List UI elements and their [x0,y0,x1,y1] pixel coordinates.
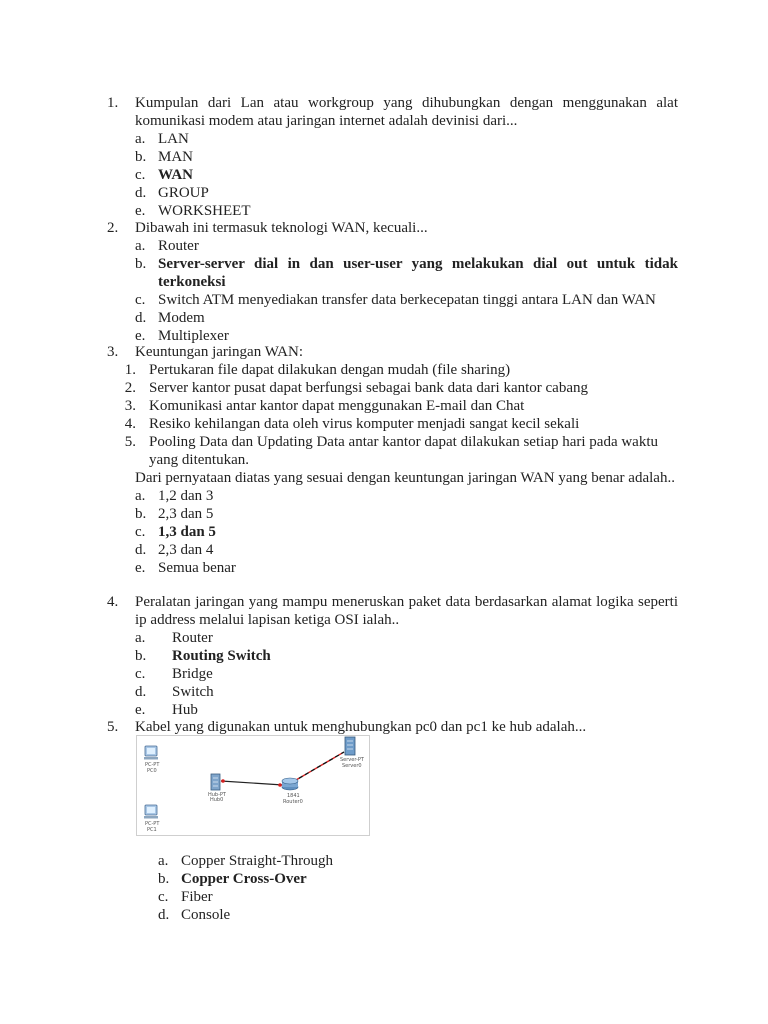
option-letter: b. [135,256,147,272]
option-letter: a. [135,630,146,646]
option-b-answer [135,255,678,291]
link-port-light [278,783,282,787]
option-text: Router [158,238,199,254]
option-c-answer [135,523,678,541]
option-letter: c. [158,889,169,905]
pc0-type-label: PC-PT [145,762,160,768]
option-letter: a. [158,853,169,869]
pc1-type-label: PC-PT [145,821,160,827]
option-a [135,487,678,505]
option-letter: d. [135,542,147,558]
question-3 [107,343,678,577]
option-e [135,701,678,719]
option-letter: a. [135,238,146,254]
network-topology-diagram [136,735,370,836]
option-a [135,130,678,148]
option-letter: a. [135,488,146,504]
option-b [135,148,678,166]
option-letter: c. [135,524,146,540]
option-text: Routing Switch [172,648,271,664]
statement-number: 4. [124,416,136,432]
link-port-light [221,779,225,783]
option-letter: e. [135,702,146,718]
option-c [135,665,678,683]
option-text: Server-server dial in dan user-user yang melakukan dial out untuk tidak terkoneksi [158,256,678,290]
option-letter: a. [135,131,146,147]
option-c-answer [135,166,678,184]
option-d [135,184,678,202]
option-text: 1,2 dan 3 [158,488,214,504]
statement-5 [122,433,678,469]
statement-3 [122,397,678,415]
option-letter: d. [135,684,147,700]
option-letter: b. [135,648,147,664]
statement-text: Pooling Data dan Updating Data antar kantor dapat dilakukan setiap hari pada waktu yang ditentukan. [149,434,659,468]
option-e [135,202,678,220]
option-text: Copper Straight-Through [181,853,334,869]
statement-number: 3. [124,398,136,414]
question-2 [107,219,678,345]
option-letter: b. [158,871,170,887]
option-d [135,683,678,701]
option-letter: c. [135,167,146,183]
question-text: Keuntungan jaringan WAN: [135,344,304,360]
option-text: Hub [172,702,198,718]
statement-number: 1. [124,362,136,378]
statement-text: Komunikasi antar kantor dapat menggunakan E-mail dan Chat [149,398,525,414]
question-text: Dibawah ini termasuk teknologi WAN, kecuali... [135,220,428,236]
statement-text: Server kantor pusat dapat berfungsi sebagai bank data dari kantor cabang [149,380,588,396]
option-letter: d. [135,310,147,326]
option-letter: b. [135,506,147,522]
hub-type-label: Hub-PT [208,792,226,798]
option-text: Router [172,630,213,646]
option-text: 1,3 dan 5 [158,524,216,540]
question-number: 5. [107,719,119,735]
option-text: Console [181,907,231,923]
question-text: Kabel yang digunakan untuk menghubungkan pc0 dan pc1 ke hub adalah... [135,719,587,735]
option-e [135,559,678,577]
option-c [158,888,678,906]
option-b-answer [135,647,678,665]
option-text: 2,3 dan 5 [158,506,214,522]
question-number: 2. [107,220,119,236]
pc1-icon [144,805,158,819]
statement-text: Resiko kehilangan data oleh virus komputer menjadi sangat kecil sekali [149,416,580,432]
option-letter: c. [135,292,146,308]
question-1 [107,94,678,220]
router-icon [282,778,298,790]
pc0-name-label: PC0 [147,768,157,774]
option-text: Bridge [172,666,213,682]
statement-2 [122,379,678,397]
option-letter: c. [135,666,146,682]
question-followup-text: Dari pernyataan diatas yang sesuai dengan keuntungan jaringan WAN yang benar adalah.. [135,470,675,486]
option-letter: e. [135,560,146,576]
option-text: MAN [158,149,194,165]
statement-4 [122,415,678,433]
option-text: Multiplexer [158,328,229,344]
hub-name-label: Hub0 [210,797,224,803]
statement-number: 5. [124,434,136,450]
option-text: Fiber [181,889,213,905]
option-text: GROUP [158,185,209,201]
option-letter: e. [135,203,146,219]
question-number: 3. [107,344,119,360]
question-4 [107,593,678,719]
option-text: Modem [158,310,205,326]
option-a [135,629,678,647]
server-icon [345,737,355,755]
option-b-answer [158,870,678,888]
option-text: 2,3 dan 4 [158,542,214,558]
pc0-icon [144,746,158,760]
server-name-label: Server0 [342,763,362,769]
option-text: Switch ATM menyediakan transfer data berkecepatan tinggi antara LAN dan WAN [158,292,656,308]
option-text: WORKSHEET [158,203,251,219]
option-letter: d. [135,185,147,201]
router-name-label: Router0 [283,799,303,805]
question-5 [107,718,678,736]
option-letter: d. [158,907,170,923]
option-text: Copper Cross-Over [181,871,307,887]
question-text: Peralatan jaringan yang mampu meneruskan paket data berdasarkan alamat logika seperti ip address melalui lapisan ketiga OSI ialah.. [135,594,678,628]
question-5-options [107,852,678,924]
option-d [135,541,678,559]
question-number: 4. [107,594,119,610]
option-b [135,505,678,523]
question-number: 1. [107,95,119,111]
hub-icon [211,774,220,790]
pc1-name-label: PC1 [147,827,157,833]
option-text: Switch [172,684,214,700]
statement-text: Pertukaran file dapat dilakukan dengan mudah (file sharing) [149,362,511,378]
option-c [135,291,678,309]
option-a [158,852,678,870]
statement-number: 2. [124,380,136,396]
option-a [135,237,678,255]
option-text: WAN [158,167,194,183]
option-text: Semua benar [158,560,236,576]
option-letter: e. [135,328,146,344]
option-letter: b. [135,149,147,165]
statement-1 [122,361,678,379]
router-type-label: 1841 [287,793,300,799]
option-d [158,906,678,924]
question-text: Kumpulan dari Lan atau workgroup yang dihubungkan dengan menggunakan alat komunikasi modem atau jaringan internet adalah devinisi dari... [135,95,678,129]
hub-router-link [221,781,283,785]
option-text: LAN [158,131,189,147]
network-diagram-svg [137,736,369,835]
option-d [135,309,678,327]
server-type-label: Server-PT [340,757,364,763]
